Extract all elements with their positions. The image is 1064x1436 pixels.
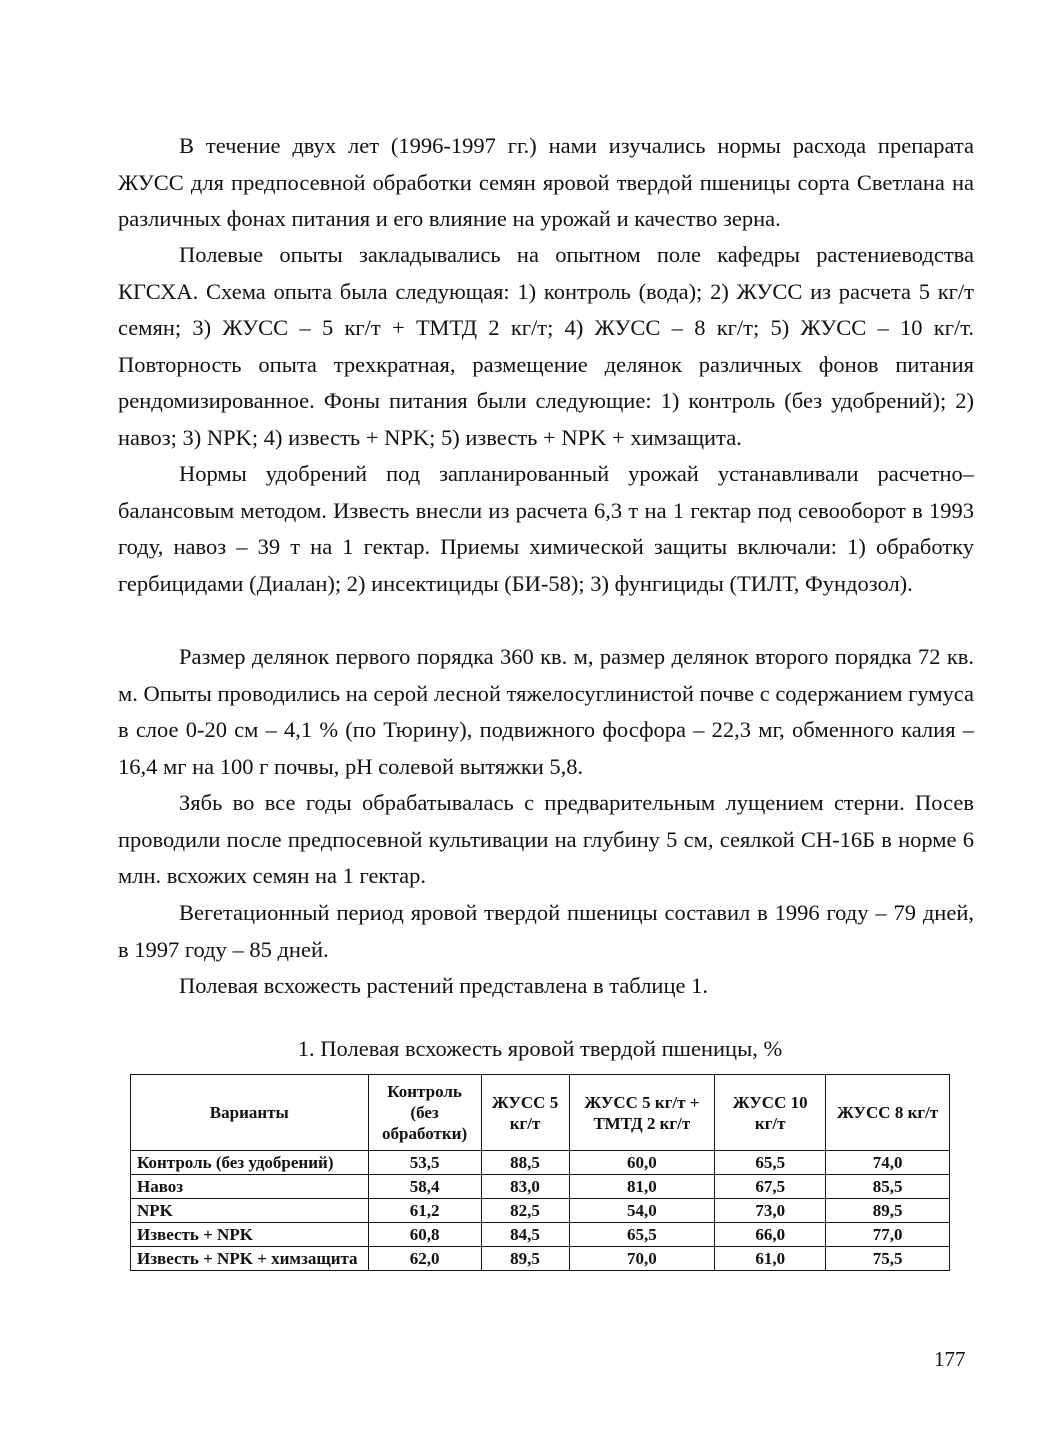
row-label: NPK xyxy=(131,1199,369,1223)
table-cell: 60,0 xyxy=(569,1151,715,1175)
table-row xyxy=(131,1247,950,1271)
table-cell: 83,0 xyxy=(481,1175,569,1199)
header-zhuss-10: ЖУСС 10 кг/т xyxy=(715,1075,826,1151)
header-variants: Варианты xyxy=(131,1075,369,1151)
table-cell: 73,0 xyxy=(715,1199,826,1223)
table-cell: 88,5 xyxy=(481,1151,569,1175)
paragraph-3: Нормы удобрений под запланированный урожай устанавливали расчетно–балансовым методом. Известь внесли из расчета 6,3 т на 1 гектар под севооборот в 1993 году, навоз – 39 т на 1 гектар. Приемы химической защиты включали: 1) обработку гербицидами (Диалан); 2) инсектициды (БИ-58); 3) фунгициды (ТИЛТ, Фундозол). xyxy=(118,461,974,596)
paragraph-7: Полевая всхожесть растений представлена в таблице 1. xyxy=(179,973,708,998)
header-zhuss-5-tmtd: ЖУСС 5 кг/т + ТМТД 2 кг/т xyxy=(569,1075,715,1151)
row-label: Известь + NPK + химзащита xyxy=(131,1247,369,1271)
table-cell: 75,5 xyxy=(826,1247,950,1271)
header-zhuss-5: ЖУСС 5 кг/т xyxy=(481,1075,569,1151)
table-header-row xyxy=(131,1075,950,1151)
table-cell: 85,5 xyxy=(826,1175,950,1199)
table-cell: 74,0 xyxy=(826,1151,950,1175)
table-cell: 77,0 xyxy=(826,1223,950,1247)
paragraph-4: Размер делянок первого порядка 360 кв. м, размер делянок второго порядка 72 кв. м. Опыты проводились на серой лесной тяжелосуглинистой почве с содержанием гумуса в слое 0-20 см – 4,1 % (по Тюрину), подвижного фосфора – 22,3 мг, обменного калия – 16,4 мг на 100 г почвы, pH солевой вытяжки 5,8. xyxy=(118,644,974,779)
row-label: Навоз xyxy=(131,1175,369,1199)
table-cell: 84,5 xyxy=(481,1223,569,1247)
row-label: Известь + NPK xyxy=(131,1223,369,1247)
table-cell: 61,0 xyxy=(715,1247,826,1271)
paragraph-2: Полевые опыты закладывались на опытном поле кафедры растениеводства КГСХА. Схема опыта была следующая: 1) контроль (вода); 2) ЖУСС из расчета 5 кг/т семян; 3) ЖУСС – 5 кг/т + ТМТД 2 кг/т; 4) ЖУСС – 8 кг/т; 5) ЖУСС – 10 кг/т. Повторность опыта трехкратная, размещение делянок различных фонов питания рендомизированное. Фоны питания были следующие: 1) контроль (без удобрений); 2) навоз; 3) NPK; 4) известь + NPK; 5) известь + NPK + химзащита. xyxy=(118,242,974,450)
table-row xyxy=(131,1151,950,1175)
germination-table xyxy=(130,1074,950,1271)
table-cell: 67,5 xyxy=(715,1175,826,1199)
header-zhuss-8: ЖУСС 8 кг/т xyxy=(826,1075,950,1151)
table-cell: 81,0 xyxy=(569,1175,715,1199)
table-cell: 65,5 xyxy=(715,1151,826,1175)
row-label: Контроль (без удобрений) xyxy=(131,1151,369,1175)
paragraph-1: В течение двух лет (1996-1997 гг.) нами изучались нормы расхода препарата ЖУСС для предпосевной обработки семян яровой твердой пшеницы сорта Светлана на различных фонах питания и его влияние на урожай и качество зерна. xyxy=(118,133,974,231)
table-cell: 61,2 xyxy=(368,1199,481,1223)
paragraph-6: Вегетационный период яровой твердой пшеницы составил в 1996 году – 79 дней, в 1997 году – 85 дней. xyxy=(118,900,974,962)
table-cell: 54,0 xyxy=(569,1199,715,1223)
table-row xyxy=(131,1175,950,1199)
table-cell: 65,5 xyxy=(569,1223,715,1247)
table-cell: 58,4 xyxy=(368,1175,481,1199)
table-cell: 53,5 xyxy=(368,1151,481,1175)
table-cell: 66,0 xyxy=(715,1223,826,1247)
table-caption: 1. Полевая всхожесть яровой твердой пшеницы, % xyxy=(297,1036,783,1061)
table-cell: 60,8 xyxy=(368,1223,481,1247)
table-cell: 62,0 xyxy=(368,1247,481,1271)
page-number: 177 xyxy=(934,1347,966,1371)
table-cell: 82,5 xyxy=(481,1199,569,1223)
paragraph-5: Зябь во все годы обрабатывалась с предварительным лущением стерни. Посев проводили после предпосевной культивации на глубину 5 см, сеялкой СН-16Б в норме 6 млн. всхожих семян на 1 гектар. xyxy=(118,790,974,888)
header-control: Контроль (без обработки) xyxy=(368,1075,481,1151)
table-cell: 89,5 xyxy=(826,1199,950,1223)
table-row xyxy=(131,1199,950,1223)
table-row xyxy=(131,1223,950,1247)
table-cell: 70,0 xyxy=(569,1247,715,1271)
table-cell: 89,5 xyxy=(481,1247,569,1271)
